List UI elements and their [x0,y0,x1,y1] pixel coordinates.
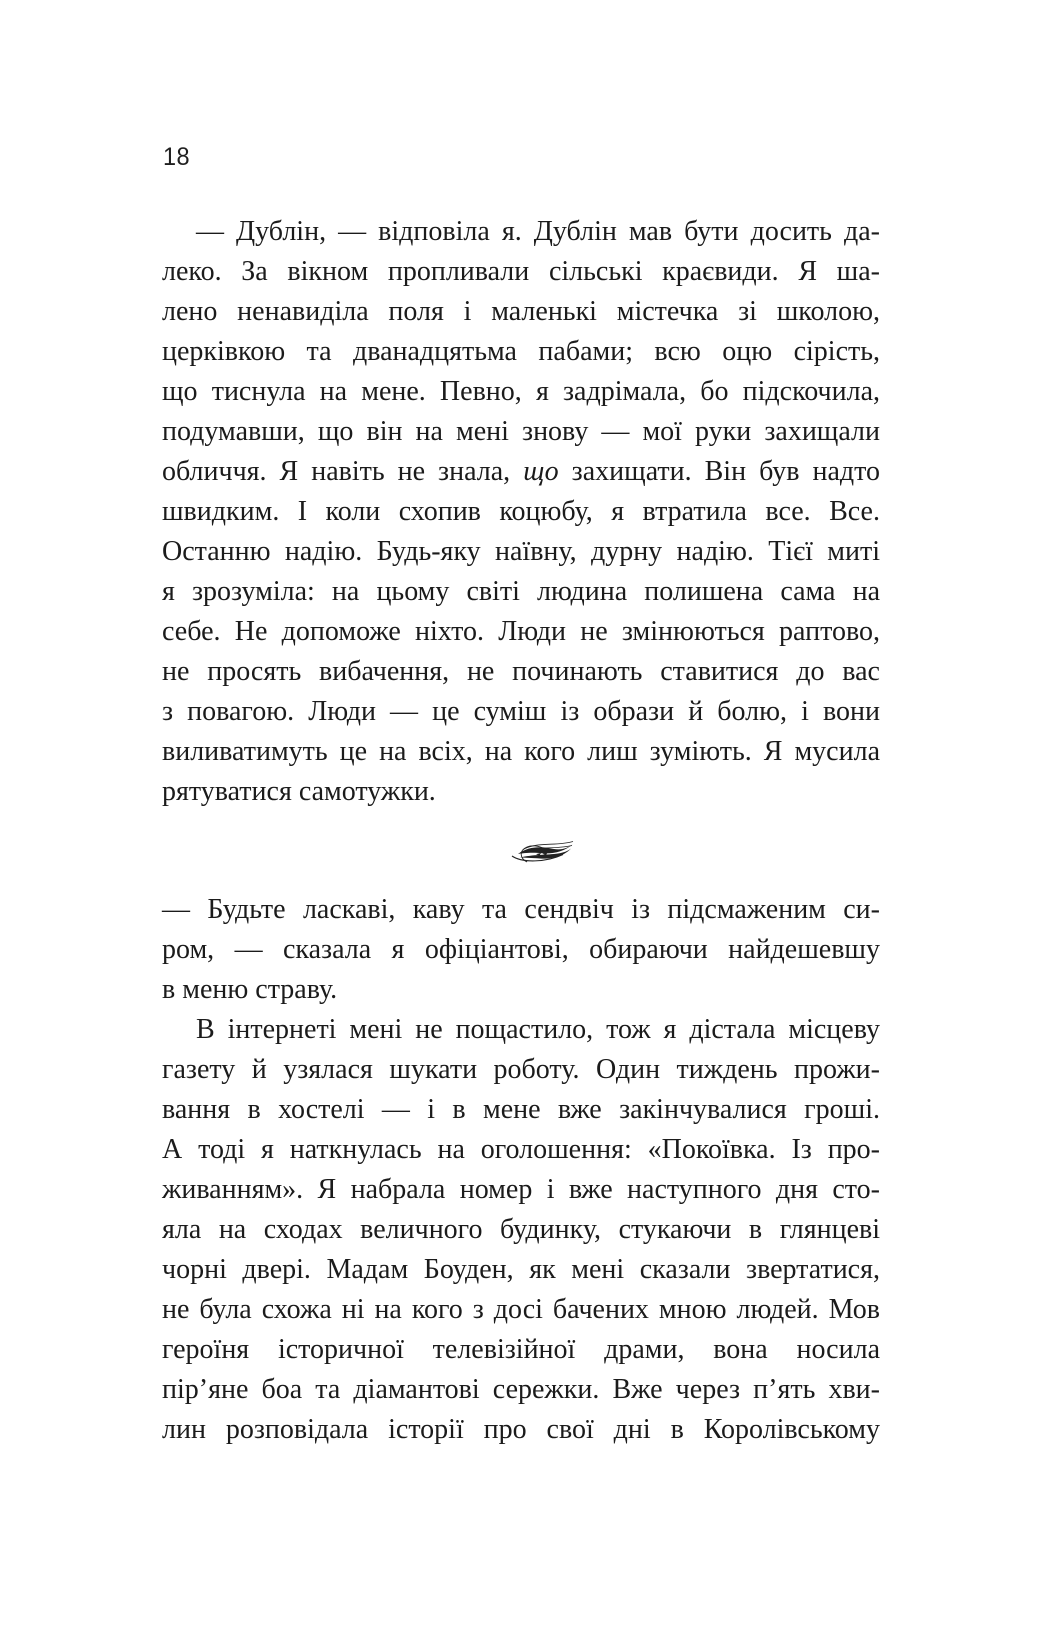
text-line: рятуватися самотужки. [162,776,436,807]
paragraph [162,890,880,1010]
text-line: Останню надію. Будь-яку наївну, дурну надію. Тієї миті [162,536,880,567]
text-line: себе. Не допоможе ніхто. Люди не змінюються раптово, [162,616,880,647]
text-line: не була схожа ні на кого з досі бачених мною людей. Мов [162,1294,880,1325]
text-line: церківкою та дванадцятьма пабами; всю оцю сірість, [162,336,880,367]
text-line: героїня історичної телевізійної драми, вона носила [162,1334,880,1365]
scene-divider [162,840,880,864]
text-line: не просять вибачення, не починають ставитися до вас [162,656,880,687]
text-line: вання в хостелі — і в мене вже закінчувалися гроші. [162,1094,880,1125]
text-line: А тоді я наткнулась на оголошення: «Покоївка. Із про- [162,1134,880,1165]
text-block [162,212,880,1450]
text-line: В інтернеті мені не пощастило, тож я дістала місцеву [196,1014,880,1045]
text-line: швидким. І коли схопив коцюбу, я втратила все. Все. [162,496,880,527]
text-line: леко. За вікном пропливали сільські краєвиди. Я ша- [162,256,880,287]
text-line: в меню страву. [162,974,338,1005]
text-line: яла на сходах величного будинку, стукаючи в глянцеві [162,1214,880,1245]
text-line: ром, — сказала я офіціантові, обираючи найдешевшу [162,934,880,965]
text-line: обличчя. Я навіть не знала, що захищати. Він був надто [162,456,880,487]
wave-flourish-icon [510,840,574,864]
page-number: 18 [163,143,191,171]
text-line: — Дублін, — відповіла я. Дублін мав бути досить да- [196,216,880,247]
text-line: виливатимуть це на всіх, на кого лиш зуміють. Я мусила [162,736,880,767]
text-line: пір’яне боа та діамантові сережки. Вже через п’ять хви- [162,1374,880,1405]
text-line: що тиснула на мене. Певно, я задрімала, бо підскочила, [162,376,880,407]
text-line: лено ненавиділа поля і маленькі містечка зі школою, [162,296,880,327]
text-line: лин розповідала історії про свої дні в Королівському [162,1414,880,1445]
paragraph [162,1010,880,1450]
text-line: живанням». Я набрала номер і вже наступного дня сто- [162,1174,880,1205]
text-line: з повагою. Люди — це суміш із образи й болю, і вони [162,696,880,727]
text-line: я зрозуміла: на цьому світі людина полишена сама на [162,576,880,607]
text-line: — Будьте ласкаві, каву та сендвіч із підсмаженим си- [162,894,880,925]
text-line: газету й узялася шукати роботу. Один тиждень прожи- [162,1054,880,1085]
paragraph [162,212,880,812]
text-line: чорні двері. Мадам Боуден, як мені сказали звертатися, [162,1254,880,1285]
text-line: подумавши, що він на мені знову — мої руки захищали [162,416,880,447]
